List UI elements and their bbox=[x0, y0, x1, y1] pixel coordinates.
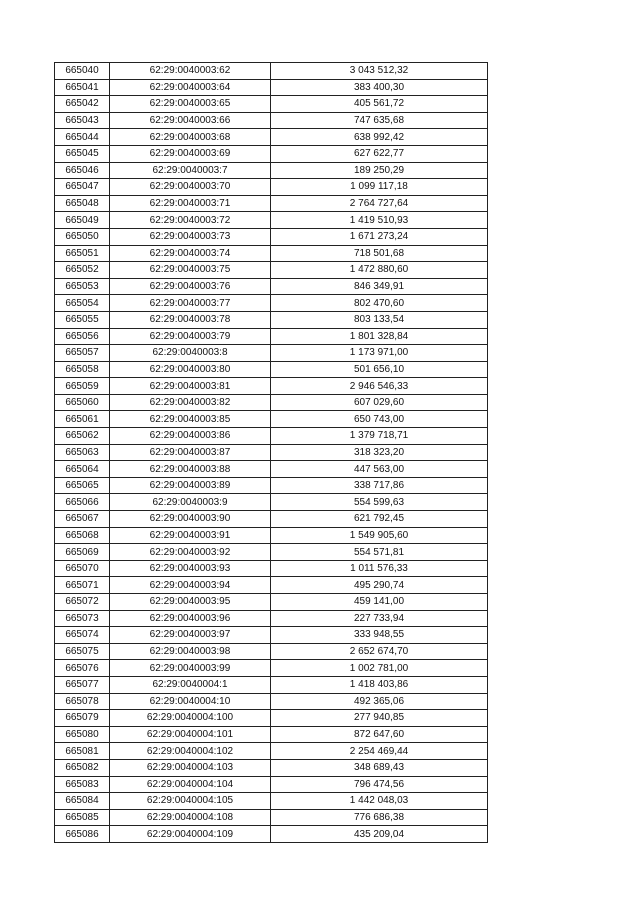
cadastral-number-cell: 62:29:0040003:97 bbox=[110, 627, 271, 644]
cadastral-value-cell: 554 599,63 bbox=[271, 494, 488, 511]
row-number-cell: 665069 bbox=[55, 544, 110, 561]
row-number-cell: 665068 bbox=[55, 527, 110, 544]
table-row bbox=[55, 228, 488, 245]
row-number-cell: 665079 bbox=[55, 710, 110, 727]
row-number-cell: 665059 bbox=[55, 378, 110, 395]
table-row bbox=[55, 511, 488, 528]
row-number-cell: 665053 bbox=[55, 278, 110, 295]
row-number-cell: 665062 bbox=[55, 428, 110, 445]
row-number-cell: 665085 bbox=[55, 809, 110, 826]
table-row bbox=[55, 79, 488, 96]
cadastral-value-cell: 747 635,68 bbox=[271, 112, 488, 129]
cadastral-value-cell: 2 652 674,70 bbox=[271, 643, 488, 660]
cadastral-number-cell: 62:29:0040003:80 bbox=[110, 361, 271, 378]
row-number-cell: 665073 bbox=[55, 610, 110, 627]
cadastral-number-cell: 62:29:0040004:105 bbox=[110, 793, 271, 810]
row-number-cell: 665084 bbox=[55, 793, 110, 810]
cadastral-number-cell: 62:29:0040003:70 bbox=[110, 179, 271, 196]
row-number-cell: 665080 bbox=[55, 726, 110, 743]
cadastral-number-cell: 62:29:0040003:68 bbox=[110, 129, 271, 146]
cadastral-value-cell: 348 689,43 bbox=[271, 759, 488, 776]
cadastral-value-cell: 227 733,94 bbox=[271, 610, 488, 627]
cadastral-number-cell: 62:29:0040003:92 bbox=[110, 544, 271, 561]
cadastral-value-cell: 1 099 117,18 bbox=[271, 179, 488, 196]
cadastral-number-cell: 62:29:0040003:7 bbox=[110, 162, 271, 179]
row-number-cell: 665065 bbox=[55, 477, 110, 494]
table-row bbox=[55, 394, 488, 411]
cadastral-number-cell: 62:29:0040004:10 bbox=[110, 693, 271, 710]
row-number-cell: 665054 bbox=[55, 295, 110, 312]
cadastral-value-cell: 872 647,60 bbox=[271, 726, 488, 743]
table-row bbox=[55, 361, 488, 378]
cadastral-number-cell: 62:29:0040004:104 bbox=[110, 776, 271, 793]
cadastral-value-cell: 1 011 576,33 bbox=[271, 560, 488, 577]
cadastral-value-cell: 638 992,42 bbox=[271, 129, 488, 146]
cadastral-value-cell: 501 656,10 bbox=[271, 361, 488, 378]
cadastral-number-cell: 62:29:0040003:91 bbox=[110, 527, 271, 544]
cadastral-value-cell: 2 254 469,44 bbox=[271, 743, 488, 760]
table-row bbox=[55, 610, 488, 627]
cadastral-value-cell: 2 764 727,64 bbox=[271, 195, 488, 212]
cadastral-number-cell: 62:29:0040004:103 bbox=[110, 759, 271, 776]
cadastral-value-table bbox=[54, 62, 488, 843]
table-row bbox=[55, 461, 488, 478]
table-row bbox=[55, 428, 488, 445]
row-number-cell: 665049 bbox=[55, 212, 110, 229]
cadastral-number-cell: 62:29:0040003:99 bbox=[110, 660, 271, 677]
cadastral-value-cell: 1 472 880,60 bbox=[271, 262, 488, 279]
cadastral-number-cell: 62:29:0040003:75 bbox=[110, 262, 271, 279]
row-number-cell: 665061 bbox=[55, 411, 110, 428]
table-row bbox=[55, 162, 488, 179]
table-row bbox=[55, 444, 488, 461]
table-row bbox=[55, 129, 488, 146]
row-number-cell: 665074 bbox=[55, 627, 110, 644]
table-row bbox=[55, 577, 488, 594]
table-row bbox=[55, 112, 488, 129]
row-number-cell: 665072 bbox=[55, 594, 110, 611]
table-row bbox=[55, 345, 488, 362]
cadastral-value-cell: 405 561,72 bbox=[271, 96, 488, 113]
row-number-cell: 665083 bbox=[55, 776, 110, 793]
table-row bbox=[55, 776, 488, 793]
row-number-cell: 665081 bbox=[55, 743, 110, 760]
table-row bbox=[55, 594, 488, 611]
row-number-cell: 665067 bbox=[55, 511, 110, 528]
cadastral-number-cell: 62:29:0040003:74 bbox=[110, 245, 271, 262]
row-number-cell: 665082 bbox=[55, 759, 110, 776]
cadastral-value-cell: 189 250,29 bbox=[271, 162, 488, 179]
cadastral-number-cell: 62:29:0040004:100 bbox=[110, 710, 271, 727]
cadastral-value-cell: 846 349,91 bbox=[271, 278, 488, 295]
cadastral-value-cell: 459 141,00 bbox=[271, 594, 488, 611]
cadastral-number-cell: 62:29:0040003:64 bbox=[110, 79, 271, 96]
row-number-cell: 665076 bbox=[55, 660, 110, 677]
table-row bbox=[55, 245, 488, 262]
row-number-cell: 665057 bbox=[55, 345, 110, 362]
cadastral-value-cell: 1 379 718,71 bbox=[271, 428, 488, 445]
row-number-cell: 665051 bbox=[55, 245, 110, 262]
table-row bbox=[55, 378, 488, 395]
cadastral-value-cell: 718 501,68 bbox=[271, 245, 488, 262]
cadastral-number-cell: 62:29:0040004:109 bbox=[110, 826, 271, 843]
table-row bbox=[55, 145, 488, 162]
table-row bbox=[55, 96, 488, 113]
cadastral-value-cell: 803 133,54 bbox=[271, 311, 488, 328]
cadastral-number-cell: 62:29:0040003:88 bbox=[110, 461, 271, 478]
table-row bbox=[55, 195, 488, 212]
table-row bbox=[55, 693, 488, 710]
cadastral-number-cell: 62:29:0040003:65 bbox=[110, 96, 271, 113]
row-number-cell: 665042 bbox=[55, 96, 110, 113]
cadastral-number-cell: 62:29:0040004:101 bbox=[110, 726, 271, 743]
table-row bbox=[55, 560, 488, 577]
table-row bbox=[55, 494, 488, 511]
table-row bbox=[55, 63, 488, 80]
cadastral-number-cell: 62:29:0040003:79 bbox=[110, 328, 271, 345]
row-number-cell: 665046 bbox=[55, 162, 110, 179]
row-number-cell: 665064 bbox=[55, 461, 110, 478]
cadastral-number-cell: 62:29:0040003:98 bbox=[110, 643, 271, 660]
cadastral-number-cell: 62:29:0040003:94 bbox=[110, 577, 271, 594]
cadastral-value-cell: 802 470,60 bbox=[271, 295, 488, 312]
cadastral-value-cell: 554 571,81 bbox=[271, 544, 488, 561]
row-number-cell: 665078 bbox=[55, 693, 110, 710]
table-row bbox=[55, 411, 488, 428]
cadastral-value-cell: 318 323,20 bbox=[271, 444, 488, 461]
table-row bbox=[55, 710, 488, 727]
cadastral-number-cell: 62:29:0040003:73 bbox=[110, 228, 271, 245]
table-row bbox=[55, 179, 488, 196]
cadastral-number-cell: 62:29:0040003:90 bbox=[110, 511, 271, 528]
table-row bbox=[55, 311, 488, 328]
row-number-cell: 665077 bbox=[55, 676, 110, 693]
cadastral-number-cell: 62:29:0040003:71 bbox=[110, 195, 271, 212]
row-number-cell: 665044 bbox=[55, 129, 110, 146]
cadastral-value-cell: 1 442 048,03 bbox=[271, 793, 488, 810]
table-row bbox=[55, 212, 488, 229]
cadastral-number-cell: 62:29:0040003:72 bbox=[110, 212, 271, 229]
row-number-cell: 665047 bbox=[55, 179, 110, 196]
cadastral-value-cell: 435 209,04 bbox=[271, 826, 488, 843]
cadastral-number-cell: 62:29:0040003:93 bbox=[110, 560, 271, 577]
cadastral-value-cell: 383 400,30 bbox=[271, 79, 488, 96]
row-number-cell: 665066 bbox=[55, 494, 110, 511]
table-row bbox=[55, 477, 488, 494]
cadastral-value-cell: 776 686,38 bbox=[271, 809, 488, 826]
table-row bbox=[55, 328, 488, 345]
cadastral-number-cell: 62:29:0040003:81 bbox=[110, 378, 271, 395]
cadastral-value-cell: 1 671 273,24 bbox=[271, 228, 488, 245]
table-row bbox=[55, 826, 488, 843]
row-number-cell: 665055 bbox=[55, 311, 110, 328]
row-number-cell: 665075 bbox=[55, 643, 110, 660]
cadastral-number-cell: 62:29:0040003:77 bbox=[110, 295, 271, 312]
table-row bbox=[55, 809, 488, 826]
cadastral-number-cell: 62:29:0040003:78 bbox=[110, 311, 271, 328]
table-row bbox=[55, 627, 488, 644]
table-row bbox=[55, 544, 488, 561]
cadastral-number-cell: 62:29:0040003:9 bbox=[110, 494, 271, 511]
cadastral-value-cell: 650 743,00 bbox=[271, 411, 488, 428]
cadastral-value-cell: 3 043 512,32 bbox=[271, 63, 488, 80]
cadastral-number-cell: 62:29:0040004:102 bbox=[110, 743, 271, 760]
row-number-cell: 665071 bbox=[55, 577, 110, 594]
cadastral-value-cell: 2 946 546,33 bbox=[271, 378, 488, 395]
row-number-cell: 665063 bbox=[55, 444, 110, 461]
cadastral-number-cell: 62:29:0040003:87 bbox=[110, 444, 271, 461]
row-number-cell: 665045 bbox=[55, 145, 110, 162]
cadastral-number-cell: 62:29:0040003:66 bbox=[110, 112, 271, 129]
row-number-cell: 665052 bbox=[55, 262, 110, 279]
cadastral-value-cell: 1 549 905,60 bbox=[271, 527, 488, 544]
cadastral-value-cell: 796 474,56 bbox=[271, 776, 488, 793]
table-row bbox=[55, 660, 488, 677]
cadastral-value-cell: 338 717,86 bbox=[271, 477, 488, 494]
row-number-cell: 665060 bbox=[55, 394, 110, 411]
cadastral-value-cell: 492 365,06 bbox=[271, 693, 488, 710]
row-number-cell: 665048 bbox=[55, 195, 110, 212]
row-number-cell: 665070 bbox=[55, 560, 110, 577]
row-number-cell: 665040 bbox=[55, 63, 110, 80]
row-number-cell: 665043 bbox=[55, 112, 110, 129]
cadastral-number-cell: 62:29:0040003:86 bbox=[110, 428, 271, 445]
cadastral-number-cell: 62:29:0040003:69 bbox=[110, 145, 271, 162]
cadastral-number-cell: 62:29:0040004:108 bbox=[110, 809, 271, 826]
table-row bbox=[55, 759, 488, 776]
cadastral-number-cell: 62:29:0040004:1 bbox=[110, 676, 271, 693]
table-row bbox=[55, 262, 488, 279]
cadastral-value-cell: 277 940,85 bbox=[271, 710, 488, 727]
cadastral-number-cell: 62:29:0040003:62 bbox=[110, 63, 271, 80]
cadastral-value-cell: 1 418 403,86 bbox=[271, 676, 488, 693]
cadastral-value-cell: 1 801 328,84 bbox=[271, 328, 488, 345]
cadastral-value-cell: 333 948,55 bbox=[271, 627, 488, 644]
cadastral-number-cell: 62:29:0040003:89 bbox=[110, 477, 271, 494]
row-number-cell: 665086 bbox=[55, 826, 110, 843]
table-body bbox=[55, 63, 488, 843]
table-row bbox=[55, 743, 488, 760]
table-row bbox=[55, 643, 488, 660]
cadastral-number-cell: 62:29:0040003:8 bbox=[110, 345, 271, 362]
cadastral-number-cell: 62:29:0040003:85 bbox=[110, 411, 271, 428]
cadastral-value-cell: 495 290,74 bbox=[271, 577, 488, 594]
cadastral-number-cell: 62:29:0040003:95 bbox=[110, 594, 271, 611]
cadastral-value-cell: 1 173 971,00 bbox=[271, 345, 488, 362]
cadastral-value-cell: 1 419 510,93 bbox=[271, 212, 488, 229]
table-row bbox=[55, 676, 488, 693]
cadastral-value-cell: 627 622,77 bbox=[271, 145, 488, 162]
cadastral-value-cell: 607 029,60 bbox=[271, 394, 488, 411]
cadastral-value-cell: 447 563,00 bbox=[271, 461, 488, 478]
cadastral-number-cell: 62:29:0040003:82 bbox=[110, 394, 271, 411]
table-row bbox=[55, 726, 488, 743]
row-number-cell: 665041 bbox=[55, 79, 110, 96]
cadastral-value-cell: 621 792,45 bbox=[271, 511, 488, 528]
row-number-cell: 665058 bbox=[55, 361, 110, 378]
cadastral-number-cell: 62:29:0040003:76 bbox=[110, 278, 271, 295]
table-row bbox=[55, 295, 488, 312]
row-number-cell: 665056 bbox=[55, 328, 110, 345]
table-row bbox=[55, 793, 488, 810]
table-row bbox=[55, 278, 488, 295]
table-row bbox=[55, 527, 488, 544]
cadastral-number-cell: 62:29:0040003:96 bbox=[110, 610, 271, 627]
cadastral-value-cell: 1 002 781,00 bbox=[271, 660, 488, 677]
row-number-cell: 665050 bbox=[55, 228, 110, 245]
